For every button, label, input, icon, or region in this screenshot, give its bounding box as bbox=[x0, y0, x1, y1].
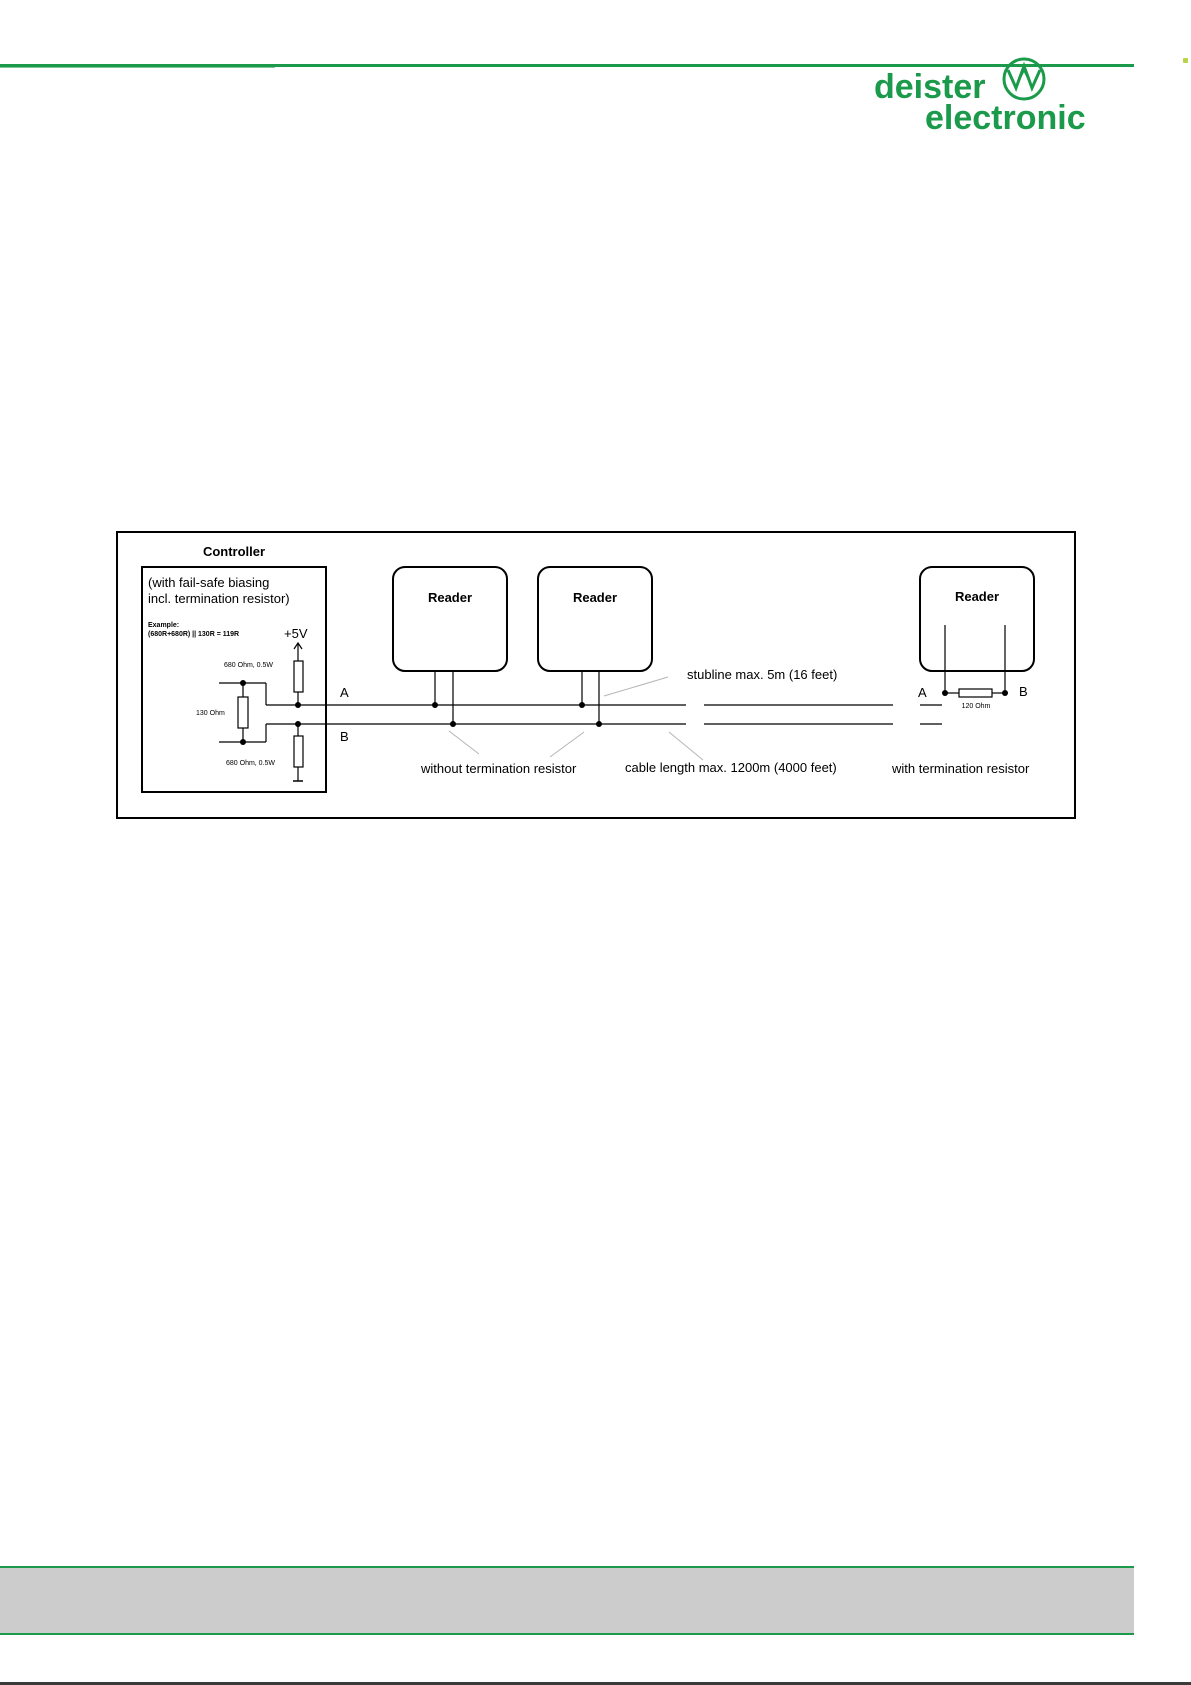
supply-label: +5V bbox=[284, 626, 308, 641]
rs485-wiring-diagram bbox=[116, 531, 1076, 819]
controller-note-line2: incl. termination resistor) bbox=[148, 591, 290, 606]
corner-mark bbox=[1183, 58, 1188, 63]
end-line-a-label: A bbox=[918, 685, 927, 700]
reader-label-1: Reader bbox=[427, 590, 473, 605]
end-line-b-label: B bbox=[1019, 684, 1028, 699]
end-resistor-label: 120 Ohm bbox=[961, 703, 991, 710]
header-rule-accent bbox=[0, 67, 275, 68]
deister-crest-icon bbox=[1004, 59, 1044, 99]
line-a-label: A bbox=[340, 685, 349, 700]
footer-band bbox=[0, 1566, 1134, 1635]
callout-leaders bbox=[449, 677, 703, 760]
with-termination-label: with termination resistor bbox=[892, 761, 1030, 776]
resistor-top bbox=[294, 661, 303, 692]
reader-label-2: Reader bbox=[572, 590, 618, 605]
without-termination-label: without termination resistor bbox=[421, 761, 577, 776]
example-label: Example: bbox=[148, 622, 180, 629]
termination-resistor bbox=[959, 689, 992, 697]
reader-box-3 bbox=[920, 567, 1034, 671]
brand-logo bbox=[870, 56, 1085, 132]
example-formula: (680R+680R) || 130R = 119R bbox=[148, 631, 240, 638]
resistor-mid-label: 130 Ohm bbox=[196, 710, 225, 717]
reader-box-1 bbox=[393, 567, 507, 671]
supply-arrow-icon bbox=[294, 643, 302, 661]
resistor-bottom-label: 680 Ohm, 0.5W bbox=[226, 760, 276, 767]
resistor-mid bbox=[238, 697, 248, 728]
brand-line1: deister bbox=[874, 68, 986, 106]
resistor-bottom bbox=[294, 736, 303, 767]
line-b-label: B bbox=[340, 729, 349, 744]
reader-box-2 bbox=[538, 567, 652, 671]
stubline-label: stubline max. 5m (16 feet) bbox=[687, 667, 838, 682]
controller-title: Controller bbox=[202, 544, 266, 559]
controller-note-line1: (with fail-safe biasing bbox=[148, 575, 270, 590]
cable-length-label: cable length max. 1200m (4000 feet) bbox=[625, 760, 837, 775]
resistor-top-label: 680 Ohm, 0.5W bbox=[224, 662, 274, 669]
reader-label-3: Reader bbox=[954, 589, 1000, 604]
brand-line2: electronic bbox=[925, 99, 1085, 132]
